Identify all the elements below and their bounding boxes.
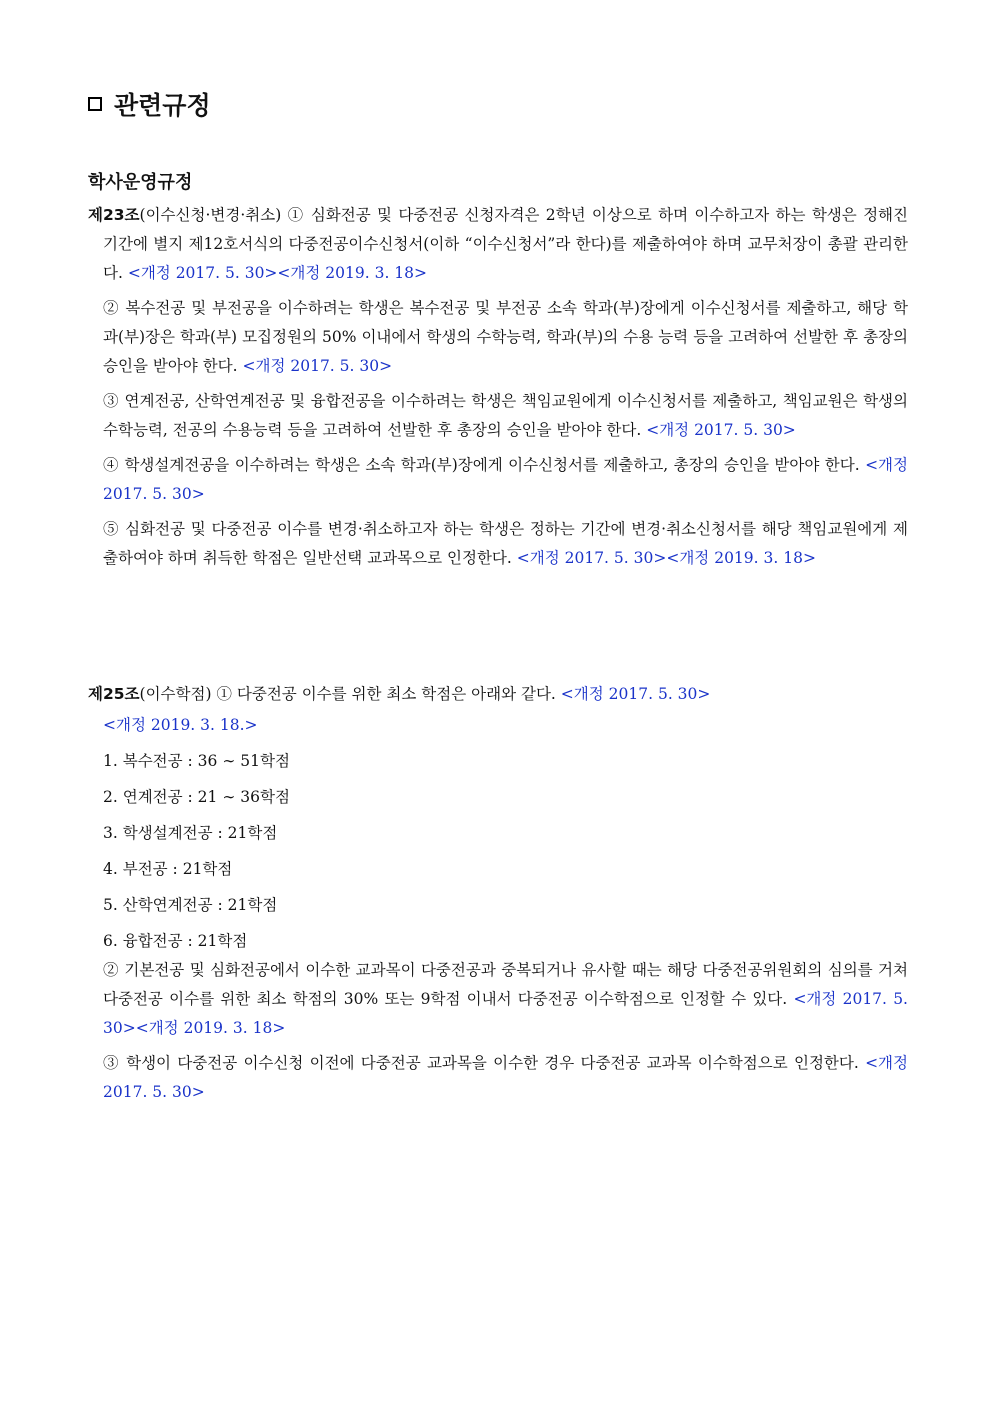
article-23	[88, 201, 908, 579]
amendment-note: <개정 2017. 5. 30>	[646, 421, 796, 439]
regulation-title: 학사운영규정	[88, 172, 193, 193]
article-25-paragraph-1: 제25조(이수학점) ① 다중전공 이수를 위한 최소 학점은 아래와 같다. <개정 2017. 5. 30>	[88, 685, 711, 703]
article-25-number: 제25조	[88, 685, 140, 703]
amendment-note: <개정 2019. 3. 18>	[135, 1019, 286, 1037]
section-heading	[88, 86, 211, 122]
amendment-note: <개정 2017. 5. 30>	[127, 264, 278, 282]
article-25	[88, 680, 908, 1113]
credit-list-item: 6. 융합전공 : 21학점	[103, 932, 248, 950]
article-25-paragraph-3: ③ 학생이 다중전공 이수신청 이전에 다중전공 교과목을 이수한 경우 다중전공 교과목 이수학점으로 인정한다. <개정 2017. 5. 30>	[103, 1054, 908, 1101]
section-heading-text: 관련규정	[114, 91, 211, 120]
amendment-note: <개정 2017. 5. 30>	[103, 990, 908, 1037]
credit-list-item: 3. 학생설계전공 : 21학점	[103, 824, 278, 842]
article-25-paragraph-2: ② 기본전공 및 심화전공에서 이수한 교과목이 다중전공과 중복되거나 유사할 때는 해당 다중전공위원회의 심의를 거쳐 다중전공 이수를 위한 최소 학점의 30% 또는 9학점 이내서 다중전공 이수학점으로 인정할 수 있다. <개정 2017. 5. 30><개정 2019. 3. 18>	[103, 961, 908, 1037]
article-25-title: (이수학점)	[139, 685, 212, 703]
article-23-title: (이수신청·변경·취소)	[139, 206, 282, 224]
amendment-note: <개정 2019. 3. 18.>	[103, 716, 258, 734]
amendment-note: <개정 2017. 5. 30>	[516, 549, 667, 567]
amendment-note: <개정 2017. 5. 30>	[560, 685, 711, 703]
checkbox-square-icon	[88, 97, 102, 111]
article-23-paragraph-5: ⑤ 심화전공 및 다중전공 이수를 변경·취소하고자 하는 학생은 정하는 기간에 변경·취소신청서를 해당 책임교원에게 제출하여야 하며 취득한 학점은 일반선택 교과목으로 인정한다. <개정 2017. 5. 30><개정 2019. 3. 18>	[103, 520, 908, 567]
amendment-note: <개정 2019. 3. 18>	[277, 264, 428, 282]
credit-list-item: 5. 산학연계전공 : 21학점	[103, 896, 278, 914]
amendment-note: <개정 2017. 5. 30>	[103, 1054, 908, 1101]
amendment-note: <개정 2017. 5. 30>	[242, 357, 393, 375]
article-23-paragraph-1: 제23조(이수신청·변경·취소) ① 심화전공 및 다중전공 신청자격은 2학년 이상으로 하며 이수하고자 하는 학생은 정해진 기간에 별지 제12호서식의 다중전공이수신청서(이하 “이수신청서”라 한다)를 제출하여야 하며 교무처장이 총괄 관리한다. <개정 2017. 5. 30><개정 2019. 3. 18>	[88, 206, 908, 282]
credit-list-item: 4. 부전공 : 21학점	[103, 860, 233, 878]
article-23-paragraph-3: ③ 연계전공, 산학연계전공 및 융합전공을 이수하려는 학생은 책임교원에게 이수신청서를 제출하고, 책임교원은 학생의 수학능력, 전공의 수용능력 등을 고려하여 선발한 후 총장의 승인을 받아야 한다. <개정 2017. 5. 30>	[103, 392, 908, 439]
amendment-note: <개정 2019. 3. 18>	[666, 549, 816, 567]
article-23-number: 제23조	[88, 206, 140, 224]
article-23-paragraph-4: ④ 학생설계전공을 이수하려는 학생은 소속 학과(부)장에게 이수신청서를 제출하고, 총장의 승인을 받아야 한다. <개정 2017. 5. 30>	[103, 456, 908, 503]
credit-list-item: 2. 연계전공 : 21 ∼ 36학점	[103, 788, 290, 806]
article-25-amendment-line	[88, 711, 908, 740]
credit-list-item: 1. 복수전공 : 36 ∼ 51학점	[103, 752, 290, 770]
amendment-note: <개정 2017. 5. 30>	[103, 456, 908, 503]
article-23-paragraph-2: ② 복수전공 및 부전공을 이수하려는 학생은 복수전공 및 부전공 소속 학과(부)장에게 이수신청서를 제출하고, 해당 학과(부)장은 학과(부) 모집정원의 50% 이내에서 학생의 수학능력, 학과(부)의 수용 능력 등을 고려하여 선발한 후 총장의 승인을 받아야 한다. <개정 2017. 5. 30>	[103, 299, 908, 375]
